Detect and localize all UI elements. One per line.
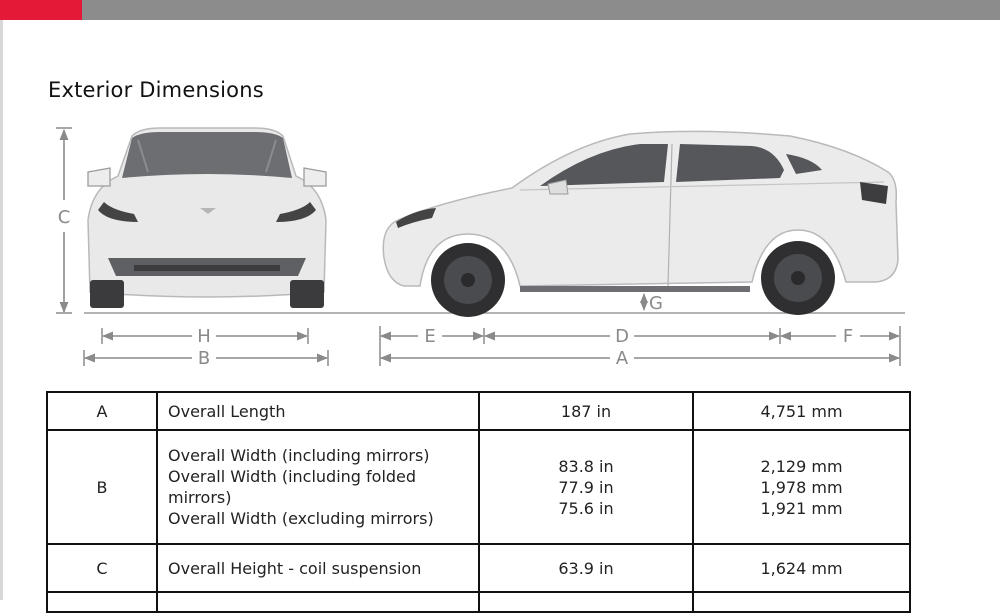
dimensions-table xyxy=(46,391,911,613)
dim-label-h: H xyxy=(197,326,211,347)
row-key: B xyxy=(47,430,157,544)
row-inches: 63.9 in xyxy=(479,544,693,592)
side-view-car xyxy=(383,131,898,317)
table-row xyxy=(47,430,910,544)
row-description: Overall Width (including mirrors) Overall Width (including folded mirrors) Overall Width (excluding mirrors) xyxy=(157,430,479,544)
row-inches: 187 in xyxy=(479,392,693,430)
row-mm: 2,129 mm 1,978 mm 1,921 mm xyxy=(693,430,910,544)
row-description: Overall Height - coil suspension xyxy=(157,544,479,592)
dim-label-g: G xyxy=(649,293,663,314)
dim-label-d: D xyxy=(615,326,629,347)
section-title: Exterior Dimensions xyxy=(48,78,264,102)
row-inches: 83.8 in 77.9 in 75.6 in xyxy=(479,430,693,544)
dim-label-b: B xyxy=(197,348,211,369)
front-view-car xyxy=(88,128,326,308)
table-row xyxy=(47,544,910,592)
table-row-partial xyxy=(47,592,910,612)
row-key: C xyxy=(47,544,157,592)
row-mm: 1,624 mm xyxy=(693,544,910,592)
row-mm: 4,751 mm xyxy=(693,392,910,430)
exterior-dimensions-diagram xyxy=(0,110,1000,380)
row-key: A xyxy=(47,392,157,430)
top-bar xyxy=(0,0,1000,20)
dim-label-e: E xyxy=(424,326,436,347)
brand-accent-block xyxy=(0,0,82,20)
dim-label-c: C xyxy=(57,207,71,228)
dim-label-a: A xyxy=(615,348,629,369)
row-description: Overall Length xyxy=(157,392,479,430)
table-row xyxy=(47,392,910,430)
dim-label-f: F xyxy=(842,326,854,347)
